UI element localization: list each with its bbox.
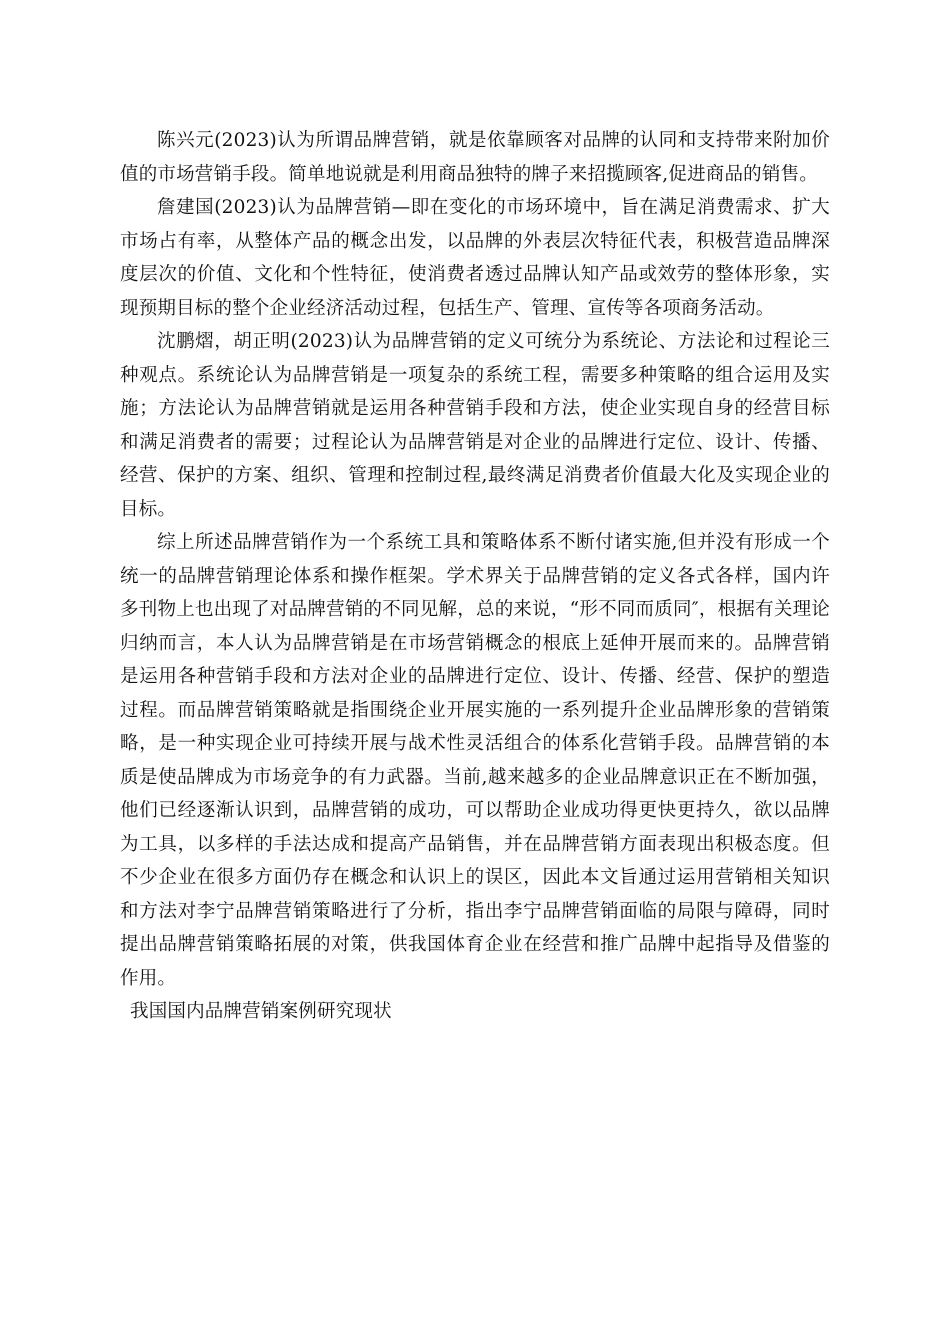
- document-body: [120, 124, 830, 1029]
- paragraph-summary: 综上所述品牌营销作为一个系统工具和策略体系不断付诸实施,但并没有形成一个统一的品牌营销理论体系和操作框架。学术界关于品牌营销的定义各式各样，国内许多刊物上也出现了对品牌营销的不同见解，总的来说，“形不同而质同″，根据有关理论归纳而言，本人认为品牌营销是在市场营销概念的根底上延伸开展而来的。品牌营销是运用各种营销手段和方法对企业的品牌进行定位、设计、传播、经营、保护的塑造过程。而品牌营销策略就是指围绕企业开展实施的一系列提升企业品牌形象的营销策略，是一种实现企业可持续开展与战术性灵活组合的体系化营销手段。品牌营销的本质是使品牌成为市场竞争的有力武器。当前,越来越多的企业品牌意识正在不断加强，他们已经逐渐认识到，品牌营销的成功，可以帮助企业成功得更快更持久，欲以品牌为工具，以多样的手法达成和提高产品销售，并在品牌营销方面表现出积极态度。但不少企业在很多方面仍存在概念和认识上的误区，因此本文旨通过运用营销相关知识和方法对李宁品牌营销策略进行了分析，指出李宁品牌营销面临的局限与障碍，同时提出品牌营销策略拓展的对策，供我国体育企业在经营和推广品牌中起指导及借鉴的作用。: [120, 532, 830, 989]
- paragraph-chen-xingyuan: 陈兴元(2023)认为所谓品牌营销，就是依靠顾客对品牌的认同和支持带来附加价值的市场营销手段。简单地说就是利用商品独特的牌子来招揽顾客,促进商品的销售。: [120, 130, 830, 185]
- paragraph-shen-pengyi: 沈鹏熠，胡正明(2023)认为品牌营销的定义可统分为系统论、方法论和过程论三种观点。系统论认为品牌营销是一项复杂的系统工程，需要多种策略的组合运用及实施；方法论认为品牌营销就是运用各种营销手段和方法，使企业实现自身的经营目标和满足消费者的需要；过程论认为品牌营销是对企业的品牌进行定位、设计、传播、经营、保护的方案、组织、管理和控制过程,最终满足消费者价值最大化及实现企业的目标。: [120, 331, 830, 520]
- section-heading: 我国国内品牌营销案例研究现状: [130, 1001, 392, 1022]
- paragraph-zhan-jianguo: 詹建国(2023)认为品牌营销—即在变化的市场环境中，旨在满足消费需求、扩大市场占有率，从整体产品的概念出发，以品牌的外表层次特征代表，积极营造品牌深度层次的价值、文化和个性特征，使消费者透过品牌认知产品或效劳的整体形象，实现预期目标的整个企业经济活动过程，包括生产、管理、宣传等各项商务活动。: [120, 197, 830, 319]
